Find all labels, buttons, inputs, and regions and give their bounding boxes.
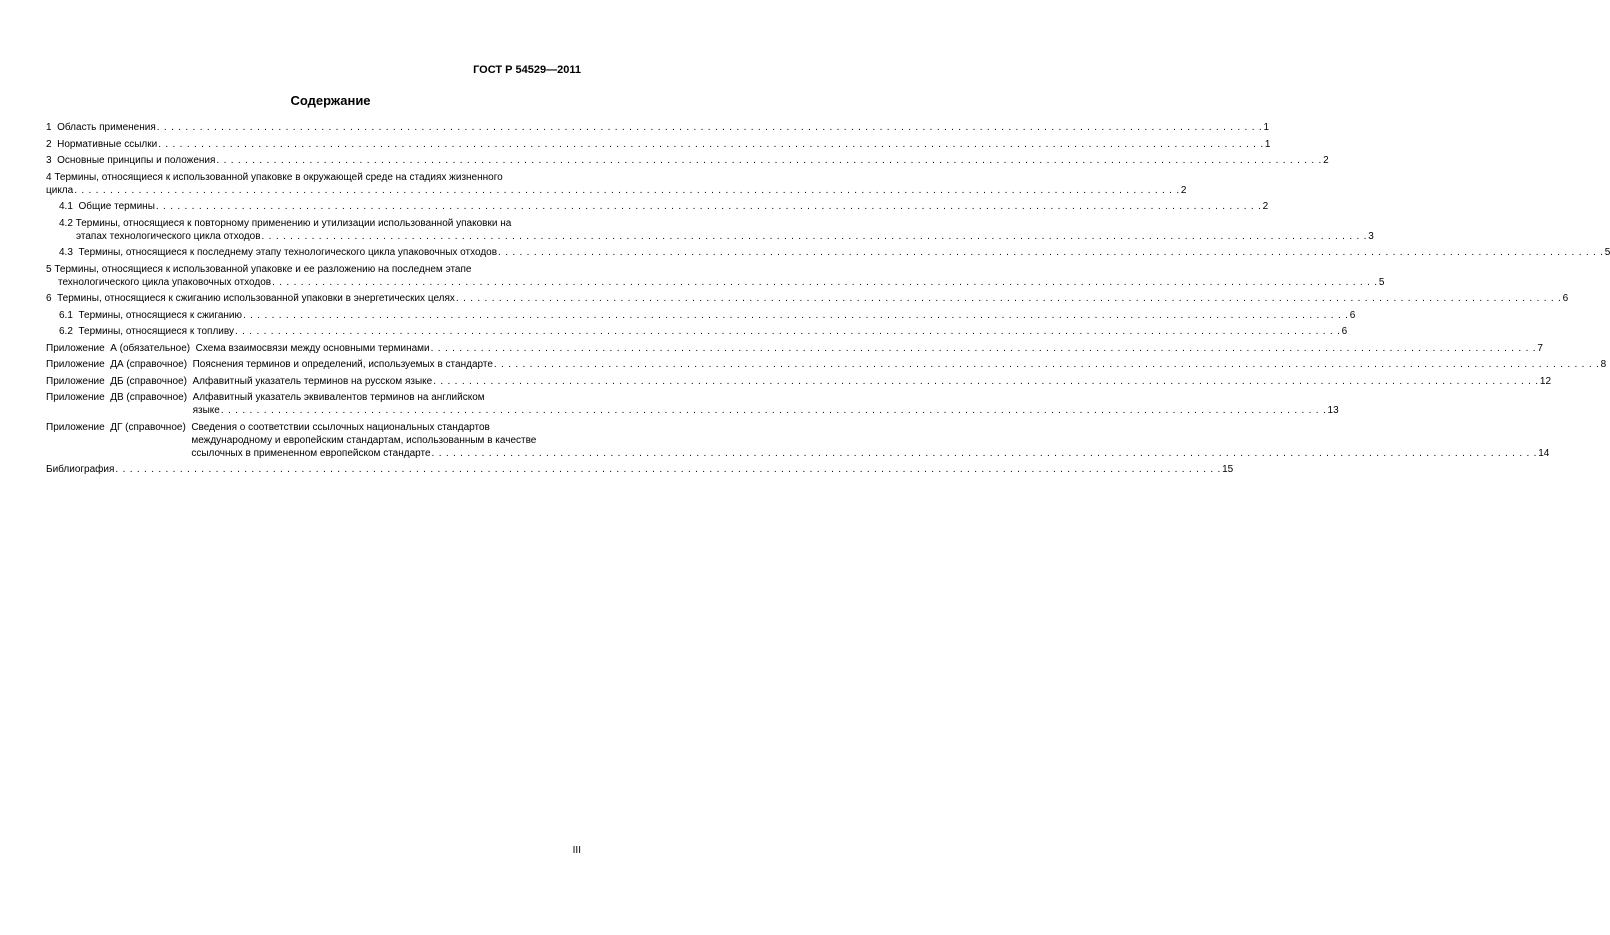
- page-title: Содержание: [290, 93, 371, 108]
- toc-entry-appendix-da[interactable]: [46, 358, 1607, 371]
- toc-entry-1[interactable]: [46, 121, 1270, 134]
- toc-entry-text: 4.1 Общие термины: [59, 201, 155, 212]
- toc-entry-text: цикла: [46, 184, 74, 196]
- toc-entry-text-line1: 4 Термины, относящиеся к использованной упаковке в окружающей среде на стадиях жизненного: [46, 171, 503, 183]
- toc-leader-dots: [156, 200, 1262, 213]
- toc-entry-2[interactable]: [46, 138, 1271, 151]
- toc-entry-bibliography[interactable]: [46, 463, 1234, 476]
- toc-leader-dots: [456, 292, 1562, 305]
- toc-entry-text-line1: 4.2 Термины, относящиеся к повторному применению и утилизации использованной упаковки на: [59, 217, 512, 229]
- toc-page-number: 2: [1323, 155, 1329, 166]
- toc-entry-5[interactable]: [46, 263, 1385, 289]
- toc-entry-text: этапах технологического цикла отходов: [76, 230, 261, 242]
- toc-entry-6-2[interactable]: [46, 325, 1348, 338]
- toc-entry-text: 2 Нормативные ссылки: [46, 138, 158, 150]
- toc-leader-dots: [115, 463, 1221, 476]
- toc-leader-dots: [262, 230, 1368, 243]
- toc-page-number: 14: [1538, 447, 1550, 459]
- toc-entry-text: ссылочных в примененном европейском стандарте: [191, 447, 431, 459]
- toc-entry-text-line1: Сведения о соответствии ссылочных национальных стандартов: [191, 421, 490, 433]
- toc-page-number: 6: [1349, 309, 1356, 321]
- toc-entry-6[interactable]: [46, 292, 1569, 305]
- toc-entry-4-2[interactable]: [46, 217, 1374, 243]
- toc-page-number: 15: [1222, 464, 1234, 475]
- table-of-contents: [46, 121, 1610, 480]
- toc-entry-6-1[interactable]: [46, 309, 1356, 322]
- document-code: ГОСТ Р 54529—2011: [473, 64, 581, 76]
- toc-page-number: 2: [1180, 184, 1187, 196]
- toc-page-number: 6: [1341, 326, 1348, 337]
- toc-page-number: 5: [1604, 247, 1610, 258]
- toc-leader-dots: [157, 121, 1263, 134]
- toc-leader-dots: [221, 404, 1327, 417]
- toc-page-number: 6: [1562, 293, 1569, 304]
- toc-entry-appendix-db[interactable]: [46, 375, 1552, 388]
- toc-entry-text: языке: [192, 405, 220, 416]
- toc-page-number: 1: [1264, 138, 1271, 150]
- toc-entry-text: 1 Область применения: [46, 122, 156, 133]
- toc-entry-4[interactable]: [46, 171, 1187, 197]
- toc-entry-text-line1: 5 Термины, относящиеся к использованной упаковке и ее разложению на последнем этапе: [46, 263, 472, 275]
- toc-page-number: 3: [1368, 230, 1374, 242]
- toc-leader-dots: [432, 447, 1538, 460]
- toc-appendix-label: Приложение ДГ (справочное): [46, 421, 192, 433]
- toc-entry-text: Приложение ДБ (справочное) Алфавитный указатель терминов на русском языке: [46, 375, 433, 387]
- page-number: III: [572, 845, 581, 856]
- toc-page-number: 1: [1263, 122, 1270, 133]
- toc-entry-appendix-dv[interactable]: [46, 391, 1339, 417]
- toc-page-number: 5: [1378, 276, 1385, 288]
- toc-leader-dots: [498, 246, 1604, 259]
- toc-leader-dots: [433, 375, 1539, 388]
- toc-entry-text: 6.1 Термины, относящиеся к сжиганию: [59, 309, 242, 321]
- toc-leader-dots: [216, 154, 1322, 167]
- toc-entry-text: Приложение ДА (справочное) Пояснения терминов и определений, используемых в стандарте: [46, 359, 493, 370]
- toc-page-number: 8: [1600, 359, 1607, 370]
- toc-page-number: 2: [1262, 201, 1269, 212]
- toc-page-number: 7: [1537, 342, 1543, 354]
- toc-entry-text: Приложение А (обязательное) Схема взаимосвязи между основными терминами: [46, 342, 430, 354]
- toc-leader-dots: [158, 138, 1264, 151]
- toc-leader-dots: [494, 358, 1600, 371]
- toc-entry-text: 4.3 Термины, относящиеся к последнему этапу технологического цикла упаковочных отходов: [59, 247, 498, 258]
- toc-leader-dots: [431, 342, 1537, 355]
- toc-page-number: 13: [1327, 405, 1339, 416]
- toc-entry-4-3[interactable]: [46, 246, 1610, 259]
- toc-appendix-label: Приложение ДВ (справочное): [46, 392, 193, 403]
- toc-page-number: 12: [1539, 375, 1552, 387]
- toc-entry-appendix-a[interactable]: [46, 342, 1543, 355]
- toc-entry-text: технологического цикла упаковочных отходов: [58, 276, 272, 288]
- toc-entry-text-line2: международному и европейским стандартам, использованным в качестве: [191, 434, 537, 446]
- toc-leader-dots: [235, 325, 1341, 338]
- toc-leader-dots: [272, 276, 1378, 289]
- toc-entry-appendix-dg[interactable]: [46, 421, 1550, 460]
- toc-leader-dots: [74, 184, 1180, 197]
- toc-entry-text: Библиография: [46, 464, 115, 475]
- toc-entry-text: 6.2 Термины, относящиеся к топливу: [59, 326, 234, 337]
- toc-entry-4-1[interactable]: [46, 200, 1269, 213]
- toc-entry-text-line1: Алфавитный указатель эквивалентов терминов на английском: [192, 392, 485, 403]
- toc-entry-3[interactable]: [46, 154, 1329, 167]
- toc-entry-text: 3 Основные принципы и положения: [46, 155, 216, 166]
- toc-entry-text: 6 Термины, относящиеся к сжиганию использованной упаковки в энергетических целях: [46, 293, 455, 304]
- toc-leader-dots: [243, 309, 1349, 322]
